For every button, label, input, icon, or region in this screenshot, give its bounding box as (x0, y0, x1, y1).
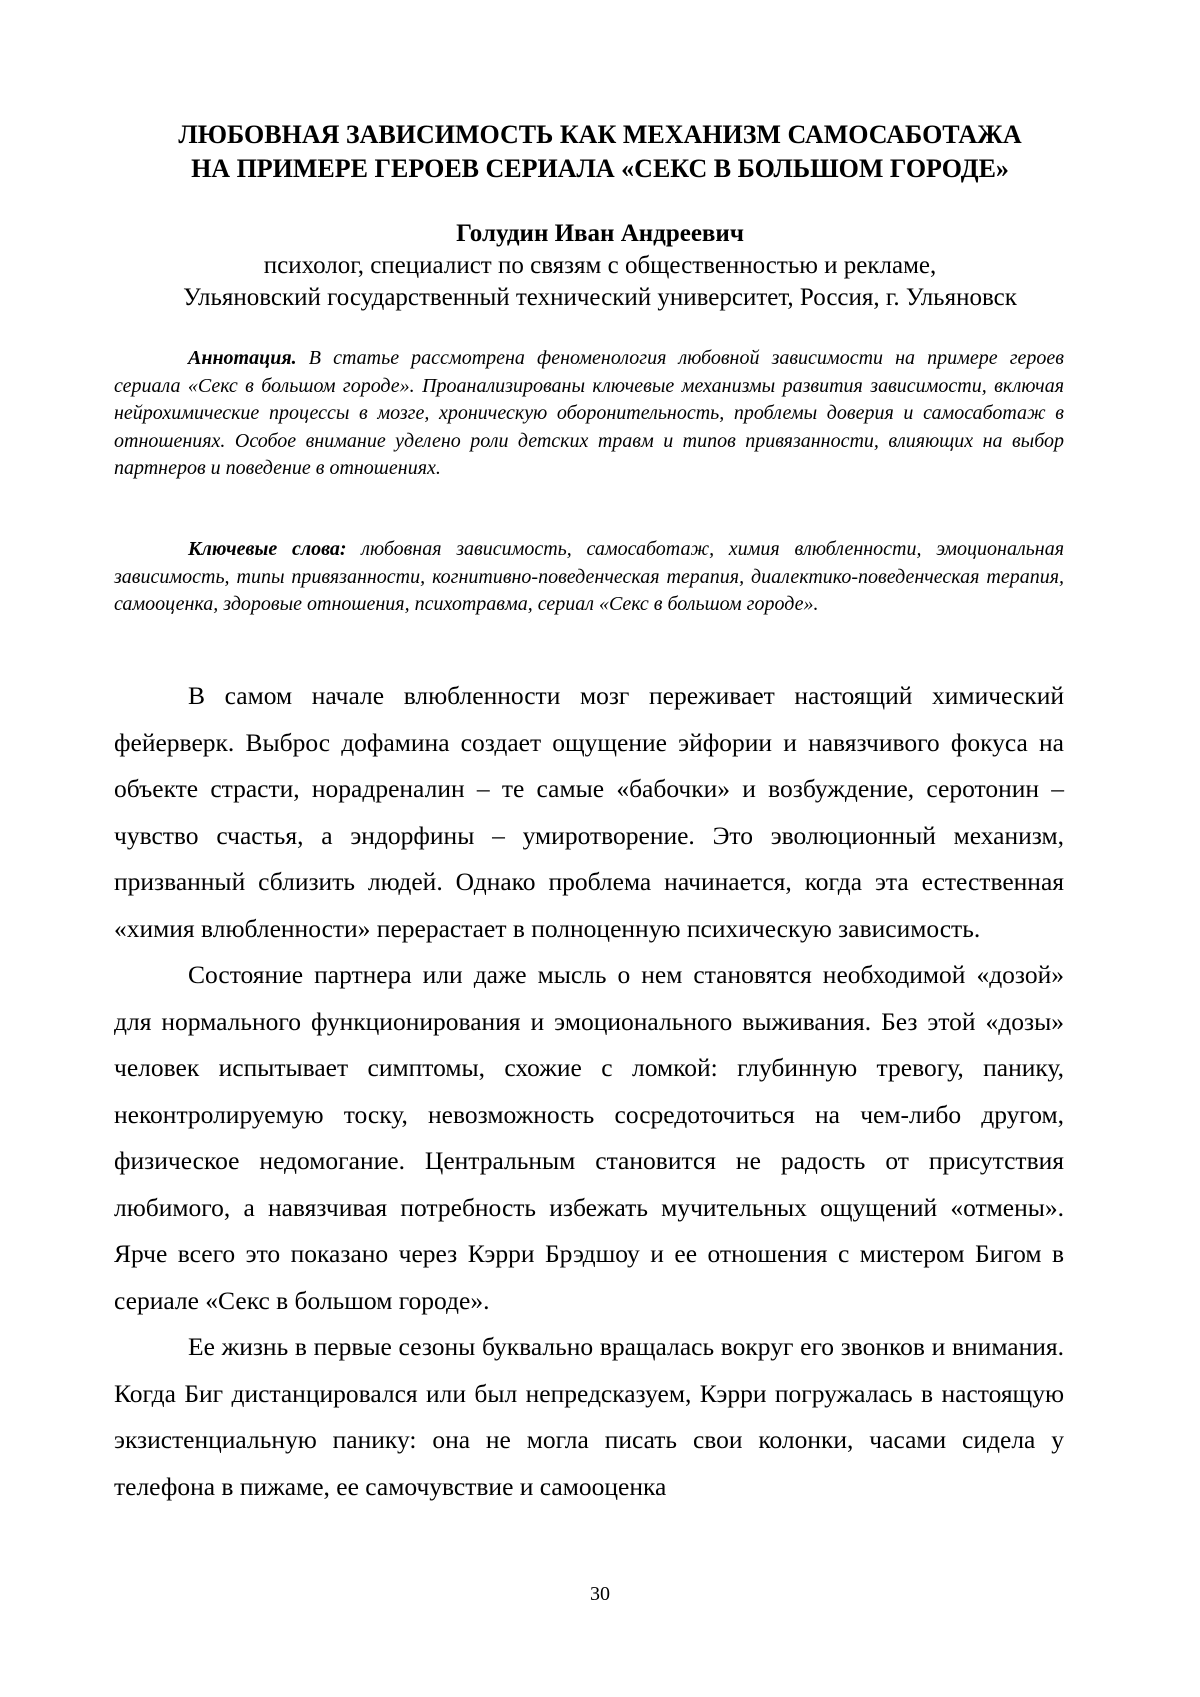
abstract (114, 345, 1064, 483)
body-paragraph-1: В самом начале влюбленности мозг переживает настоящий химический фейерверк. Выброс дофамина создает ощущение эйфории и навязчивого фокуса на объекте страсти, норадреналин – те самые «бабочки» и возбуждение, серотонин – чувство счастья, а эндорфины – умиротворение. Это эволюционный механизм, призванный сблизить людей. Однако проблема начинается, когда эта естественная «химия влюбленности» перерастает в полноценную психическую зависимость. (114, 673, 1064, 952)
author-affiliation (100, 250, 1100, 314)
document-page (0, 0, 1200, 1697)
body-paragraph-3: Ее жизнь в первые сезоны буквально вращалась вокруг его звонков и внимания. Когда Биг дистанцировался или был непредсказуем, Кэрри погружалась в настоящую экзистенциальную панику: она не могла писать свои колонки, часами сидела у телефона в пижаме, ее самочувствие и самооценка (114, 1324, 1064, 1510)
body-paragraph-2: Состояние партнера или даже мысль о нем становятся необходимой «дозой» для нормального функционирования и эмоционального выживания. Без этой «дозы» человек испытывает симптомы, схожие с ломкой: глубинную тревогу, панику, неконтролируемую тоску, невозможность сосредоточиться на чем-либо другом, физическое недомогание. Центральным становится не радость от присутствия любимого, а навязчивая потребность избежать мучительных ощущений «отмены». Ярче всего это показано через Кэрри Брэдшоу и ее отношения с мистером Бигом в сериале «Секс в большом городе». (114, 952, 1064, 1324)
article-title-line-2: НА ПРИМЕРЕ ГЕРОЕВ СЕРИАЛА «СЕКС В БОЛЬШОМ ГОРОДЕ» (100, 152, 1100, 186)
page-number: 30 (0, 1582, 1200, 1606)
article-body (114, 673, 1064, 1510)
article-title (100, 118, 1100, 186)
author-position: психолог, специалист по связям с общественностью и рекламе, (100, 250, 1100, 282)
keywords-text: любовная зависимость, самосаботаж, химия влюбленности, эмоциональная зависимость, типы привязанности, когнитивно-поведенческая терапия, диалектико-поведенческая терапия, самооценка, здоровые отношения, психотравма, сериал «Секс в большом городе». (114, 538, 1064, 615)
keywords (114, 536, 1064, 619)
article-title-line-1: ЛЮБОВНАЯ ЗАВИСИМОСТЬ КАК МЕХАНИЗМ САМОСАБОТАЖА (100, 118, 1100, 152)
author-university: Ульяновский государственный технический университет, Россия, г. Ульяновск (100, 282, 1100, 314)
abstract-label: Аннотация. (188, 347, 297, 369)
author-name: Голудин Иван Андреевич (100, 218, 1100, 250)
keywords-label: Ключевые слова: (188, 538, 347, 560)
abstract-text: В статье рассмотрена феноменология любовной зависимости на примере героев сериала «Секс в большом городе». Проанализированы ключевые механизмы развития зависимости, включая нейрохимические процессы в мозге, хроническую оборонительность, проблемы доверия и самосаботаж в отношениях. Особое внимание уделено роли детских травм и типов привязанности, влияющих на выбор партнеров и поведение в отношениях. (114, 347, 1064, 479)
